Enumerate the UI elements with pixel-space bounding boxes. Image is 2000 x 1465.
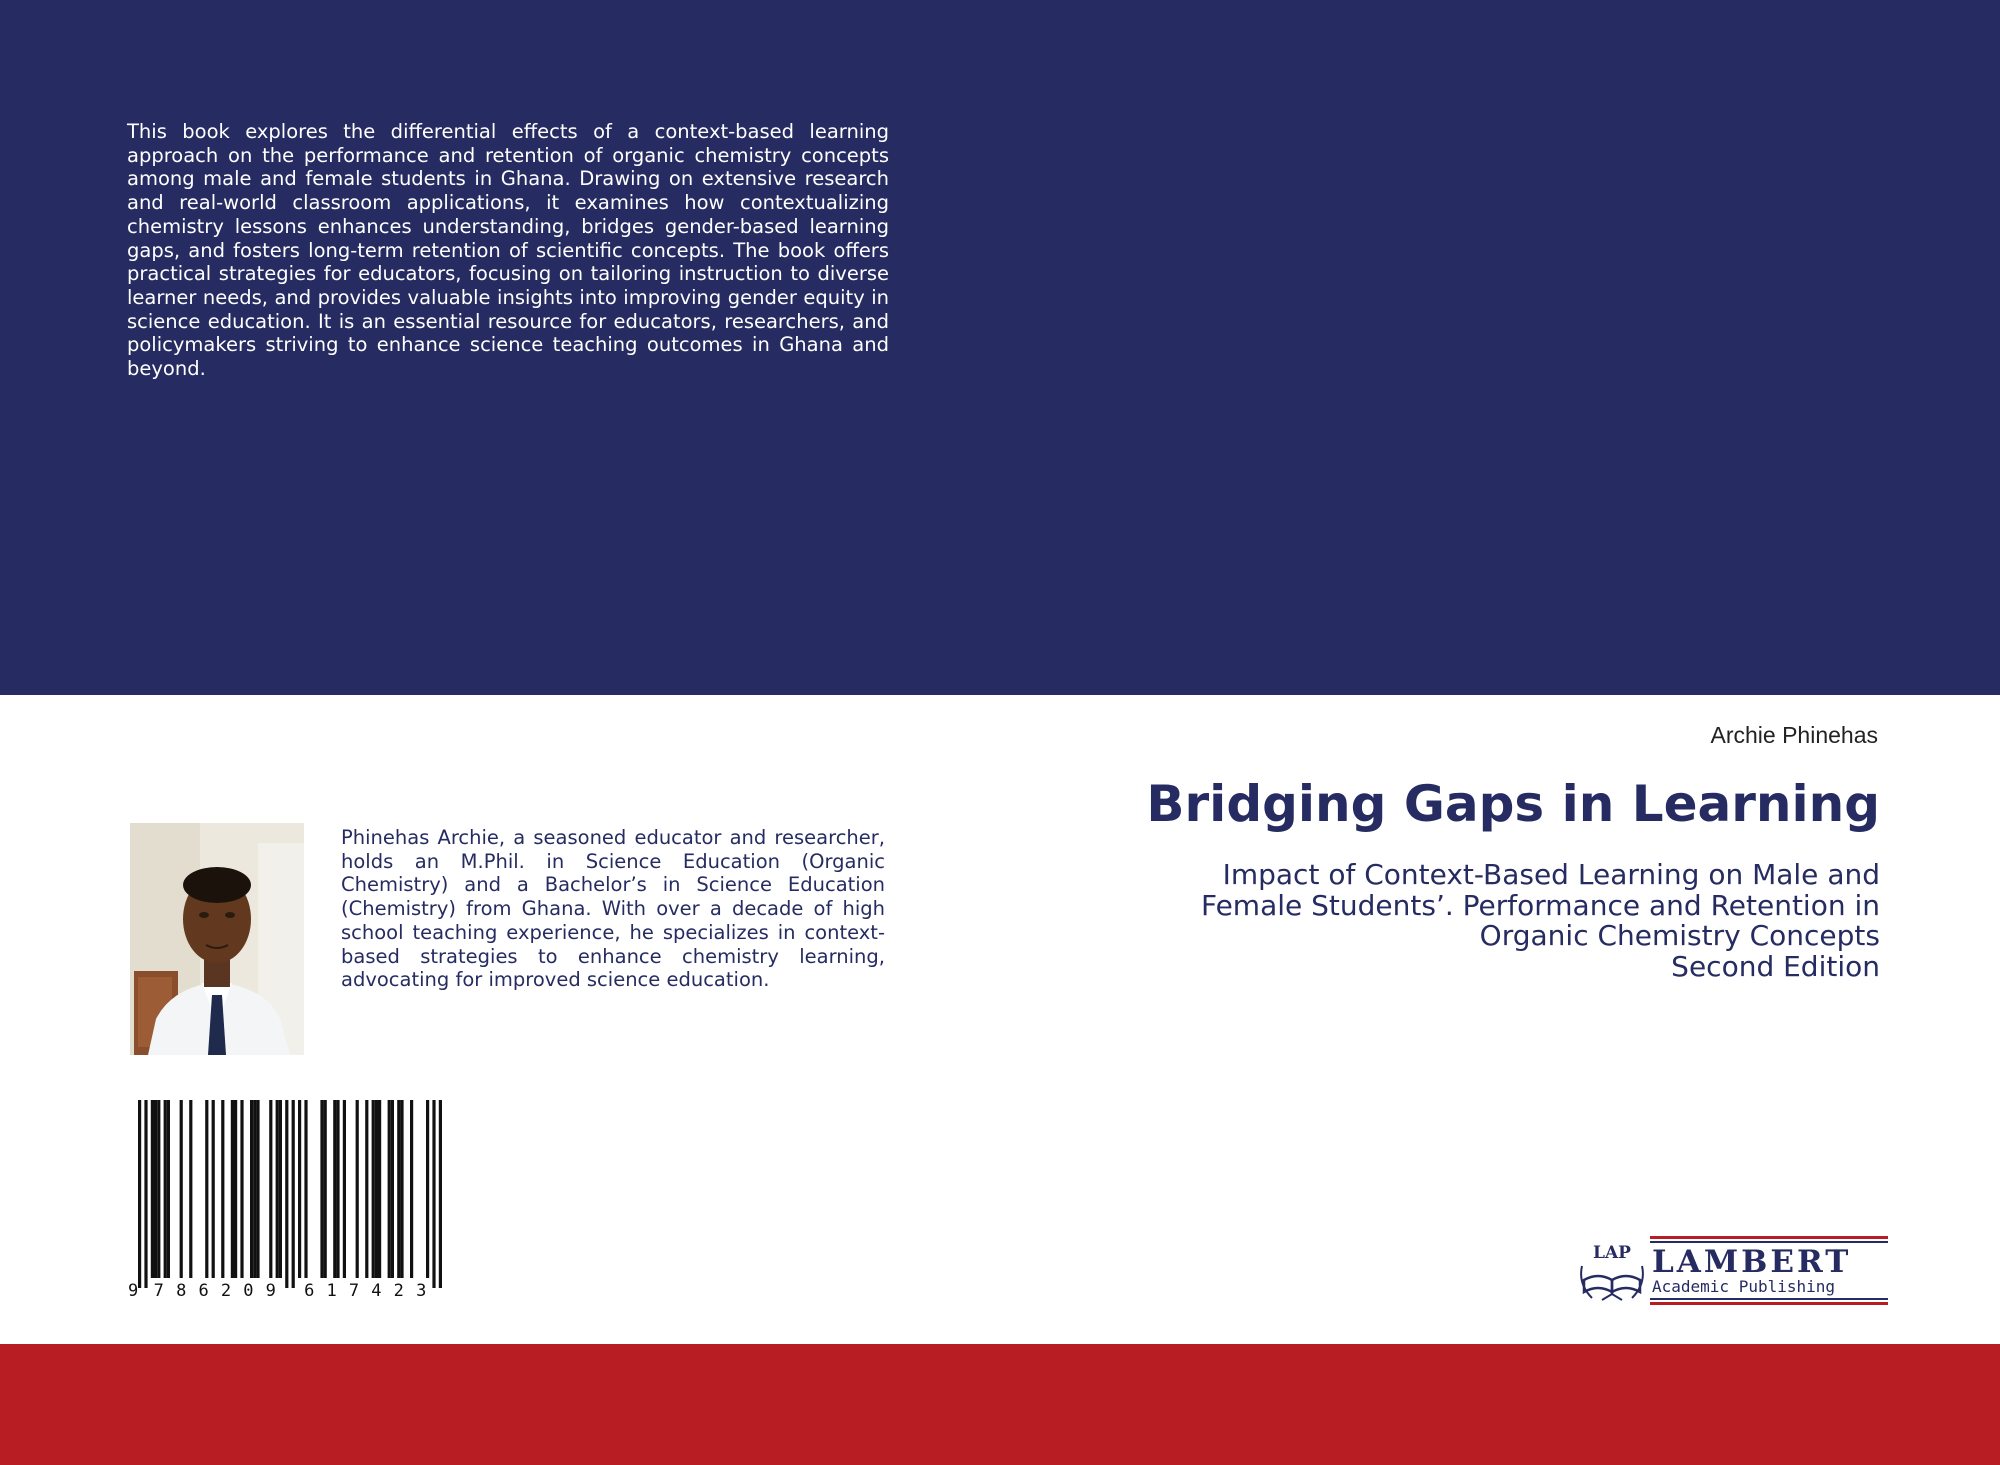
barcode-bar [231,1100,234,1278]
edition-line: Second Edition [1671,949,1880,983]
book-emblem-icon [1581,1243,1643,1300]
author-photo [130,823,304,1055]
barcode-bar [167,1100,170,1278]
isbn-digit: 3 [416,1281,427,1298]
barcode-bar [205,1100,208,1278]
isbn-digit: 2 [220,1281,232,1298]
barcode-bar [292,1100,295,1288]
barcode-bar [151,1100,154,1278]
isbn-digit: 0 [243,1281,254,1298]
barcode-bar [426,1100,429,1278]
barcode-bar [432,1100,435,1288]
publisher-tagline: Academic Publishing [1652,1277,1836,1296]
subtitle-line: Impact of Context-Based Learning on Male and [1222,858,1880,891]
barcode-bar [356,1100,359,1278]
author-name: Archie Phinehas [1710,722,1878,748]
barcode-bar [333,1100,336,1278]
barcode-bar [324,1100,327,1278]
isbn-barcode [126,1098,456,1298]
isbn-digit: 7 [348,1281,360,1298]
barcode-bar [343,1100,346,1278]
barcode-bar [320,1100,323,1278]
barcode-bar [304,1100,307,1278]
book-blurb: This book explores the differential effects of a context-based learning approach on the performance and retention of organic chemistry concepts among male and female students in Ghana. Drawing on extensive research and real-world classroom applications, it examines how contextualizing chemistry lessons enhances understanding, bridges gender-based learning gaps, and fosters long-term retention of scientific concepts. The book offers practical strategies for educators, focusing on tailoring instruction to diverse learner needs, and provides valuable insights into improving gender equity in science education. It is an essential resource for educators, researchers, and policymakers striving to enhance science teaching outcomes in Ghana and beyond. [127,120,889,381]
barcode-bar [189,1100,192,1278]
barcode-bar [138,1100,141,1288]
isbn-digit: 9 [265,1281,276,1298]
barcode-bar [256,1100,259,1278]
publisher-logo [1578,1236,1890,1306]
barcode-bar [298,1100,301,1278]
barcode-bar [400,1100,403,1278]
barcode-bar [212,1100,215,1278]
barcode-bar [180,1100,183,1278]
publisher-name: LAMBERT [1652,1244,1852,1280]
barcode-bar [240,1100,243,1278]
barcode-bar [388,1100,391,1278]
isbn-digit: 9 [128,1281,139,1298]
barcode-bar [439,1100,442,1288]
barcode-bar [336,1100,339,1278]
subtitle-line: Female Students’. Performance and Retention in [1201,888,1880,922]
barcode-bar [164,1100,167,1278]
author-bio: Phinehas Archie, a seasoned educator and researcher, holds an M.Phil. in Science Education (Organic Chemistry) and a Bachelor’s in Science Education (Chemistry) from Ghana. With over a decade of high school teaching experience, he specializes in context-based strategies to enhance chemistry learning, advocating for improved science education. [341,826,885,992]
book-subtitle [980,860,1880,982]
barcode-bar [372,1100,375,1278]
barcode-bar [269,1100,272,1278]
isbn-digit: 7 [153,1281,164,1298]
barcode-bar [375,1100,378,1278]
barcode-bar [250,1100,253,1278]
barcode-bar [397,1100,400,1278]
subtitle-line: Organic Chemistry Concepts [1479,919,1880,952]
barcode-bar [276,1100,279,1278]
barcode-bar [144,1100,147,1288]
isbn-digit: 6 [198,1281,209,1298]
isbn-digit: 8 [176,1281,187,1298]
barcode-bar [285,1100,288,1288]
isbn-digit: 6 [304,1281,315,1298]
isbn-digit: 4 [371,1281,382,1298]
barcode-bar [410,1100,413,1278]
barcode-bar [279,1100,282,1278]
isbn-digit: 2 [393,1281,404,1298]
isbn-digit: 1 [326,1281,337,1298]
barcode-bar [154,1100,157,1278]
barcode-bar [391,1100,394,1278]
barcode-bar [253,1100,256,1278]
barcode-bar [378,1100,381,1278]
barcode-bar [157,1100,160,1278]
cover-bottom-band [0,1344,2000,1465]
barcode-bar [221,1100,224,1278]
barcode-bar [234,1100,237,1278]
publisher-monogram: LAP [1593,1243,1631,1263]
barcode-bar [365,1100,368,1278]
book-title: Bridging Gaps in Learning [1146,775,1880,833]
